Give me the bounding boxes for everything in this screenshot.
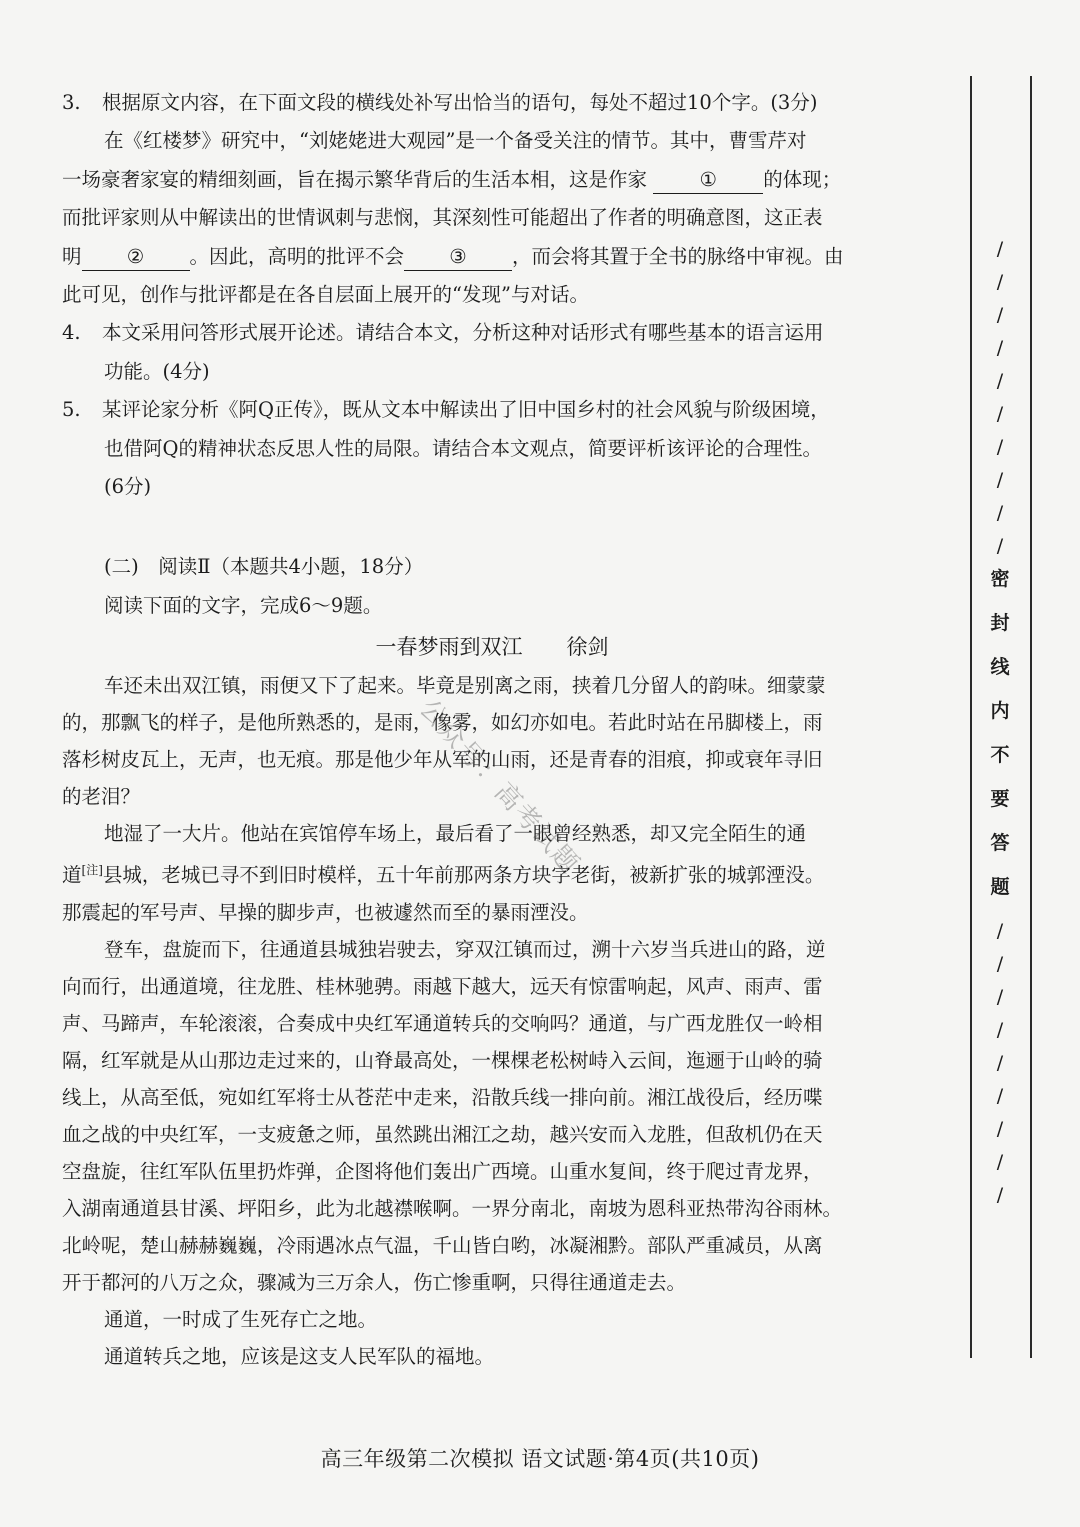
q5-text-1: 某评论家分析《阿Q正传》，既从文本中解读出了旧中国乡村的社会风貌与阶级困境， — [102, 398, 830, 422]
blank-2: ② — [82, 244, 190, 271]
q3-line-2 — [62, 161, 922, 199]
seal-char: 线 — [990, 656, 1010, 678]
watermark: 公众号：高考试题 — [413, 694, 586, 881]
q3-line-2-text: 一场豪奢家宴的精细刻画，旨在揭示繁华背后的生活本相，这是作家 — [62, 167, 648, 191]
q5-line-3: (6分) — [104, 475, 152, 499]
p1-line-1: 车还未出双江镇，雨便又下了起来。毕竟是别离之雨，挟着几分留人的韵味。细蒙蒙 — [104, 674, 826, 698]
p2-line-2-text: 县城，老城已寻不到旧时模样，五十年前那两条方块字老街，被新扩张的城郭湮没。 — [102, 863, 825, 887]
p3-line-7: 空盘旋，往红军队伍里扔炸弹，企图将他们轰出广西境。山重水复间，终于爬过青龙界， — [62, 1159, 823, 1183]
p2-line-2 — [62, 852, 922, 894]
seal-char: 密 — [990, 568, 1010, 590]
seal-border-left — [970, 76, 972, 1358]
section-instruction: 阅读下面的文字，完成6～9题。 — [104, 593, 383, 617]
p3-line-4: 隔，红军就是从山那边走过来的，山脊最高处，一棵棵老松树峙入云间，迤逦于山岭的骑 — [62, 1048, 823, 1072]
q4-line-1 — [62, 314, 922, 352]
p4-line: 通道，一时成了生死存亡之地。 — [104, 1307, 378, 1331]
q3-line-5: 此可见，创作与批评都是在各自层面上展开的“发现”与对话。 — [62, 283, 589, 307]
q5-number: 5. — [62, 398, 81, 422]
q3-number: 3. — [62, 91, 81, 114]
q3-line-3: 而批评家则从中解读出的世情讽刺与悲悯，其深刻性可能超出了作者的明确意图，这正表 — [62, 206, 823, 230]
q4-text-1: 本文采用问答形式展开论述。请结合本文，分析这种对话形式有哪些基本的语言运用 — [102, 321, 824, 345]
footnote-mark: [注] — [81, 863, 103, 878]
q5-line-2: 也借阿Q的精神状态反思人性的局限。请结合本文观点，简要评析该评论的合理性。 — [104, 436, 822, 460]
p1-line-4: 的老泪？ — [62, 785, 141, 809]
p2-line-1: 地湿了一大片。他站在宾馆停车场上，最后看了一眼曾经熟悉，却又完全陌生的通 — [104, 822, 807, 846]
p1-line-3: 落杉树皮瓦上，无声，也无痕。那是他少年从军的山雨，还是青春的泪痕，抑或衰年寻旧 — [62, 748, 823, 772]
p3-line-3: 声、马蹄声，车轮滚滚，合奏成中央红军通道转兵的交响吗？通道，与广西龙胜仅一岭相 — [62, 1011, 823, 1035]
q3-line-1: 在《红楼梦》研究中，“刘姥姥进大观园”是一个备受关注的情节。其中，曹雪芹对 — [104, 129, 807, 153]
exam-content — [62, 84, 922, 1375]
blank-1: ① — [653, 167, 763, 194]
p3-line-1: 登车，盘旋而下，往通道县城独岩驶去，穿双江镇而过，溯十六岁当兵进山的路，逆 — [104, 937, 826, 961]
passage-author: 徐剑 — [566, 635, 609, 660]
p3-line-2: 向而行，出通道境，往龙胜、桂林驰骋。雨越下越大，远天有惊雷响起，风声、雨声、雷 — [62, 974, 823, 998]
p2-prefix: 道 — [62, 863, 82, 887]
blank-3: ③ — [404, 244, 512, 271]
passage-title — [62, 627, 922, 667]
q4-number: 4. — [62, 321, 81, 345]
seal-border-right — [1030, 76, 1032, 1358]
seal-char: 要 — [990, 788, 1010, 810]
page-footer: 高三年级第二次模拟 语文试题·第4页(共10页) — [320, 1447, 760, 1471]
q3-line-4-mid: 。因此，高明的批评不会 — [189, 244, 405, 268]
seal-char: 题 — [990, 876, 1010, 898]
q3-line-4 — [62, 238, 922, 276]
q4-line-2: 功能。(4分) — [104, 359, 210, 383]
p3-line-5: 线上，从高至低，宛如红军将士从苍茫中走来，沿散兵线一排向前。湘江战役后，经历喋 — [62, 1085, 823, 1109]
p3-line-6: 血之战的中央红军，一支疲惫之师，虽然跳出湘江之劫，越兴安而入龙胜，但敌机仍在天 — [62, 1122, 823, 1146]
q3-stem-text: 根据原文内容，在下面文段的横线处补写出恰当的语句，每处不超过10个字。(3分) — [102, 91, 818, 114]
q3-line-2-tail: 的体现； — [763, 167, 842, 191]
p1-line-2: 的，那飘飞的样子，是他所熟悉的，是雨，像雾，如幻亦如电。若此时站在吊脚楼上，雨 — [62, 711, 823, 735]
seal-char: 封 — [990, 612, 1010, 634]
p3-line-8: 入湖南通道县甘溪、坪阳乡，此为北越襟喉啊。一界分南北，南坡为恩科亚热带沟谷雨林。 — [62, 1196, 843, 1220]
p2-line-3: 那震起的军号声、早操的脚步声，也被遽然而至的暴雨湮没。 — [62, 900, 589, 924]
section-heading: (二) 阅读Ⅱ（本题共4小题，18分） — [104, 555, 424, 579]
passage-title-text: 一春梦雨到双江 — [375, 635, 523, 660]
q3-stem — [62, 84, 922, 122]
q5-line-1 — [62, 391, 922, 429]
p3-line-10: 开于都河的八万之众，骤减为三万余人，伤亡惨重啊，只得往通道走去。 — [62, 1270, 687, 1294]
p5-line: 通道转兵之地，应该是这支人民军队的福地。 — [104, 1344, 495, 1368]
seal-char: 内 — [990, 700, 1010, 722]
q3-line-4-tail: ，而会将其置于全书的脉络中审视。由 — [512, 244, 844, 268]
seal-line-notice: / / / / / / / / / / 密 封 线 内 不 要 答 题 / / / / / / / / / — [980, 240, 1020, 1219]
seal-char: 不 — [990, 744, 1010, 766]
q3-line-4-text: 明 — [62, 244, 82, 268]
seal-char: 答 — [990, 832, 1010, 854]
p3-line-9: 北岭呢，楚山赫赫巍巍，冷雨遇冰点气温，千山皆白哟，冰凝湘黔。部队严重减员，从离 — [62, 1233, 823, 1257]
